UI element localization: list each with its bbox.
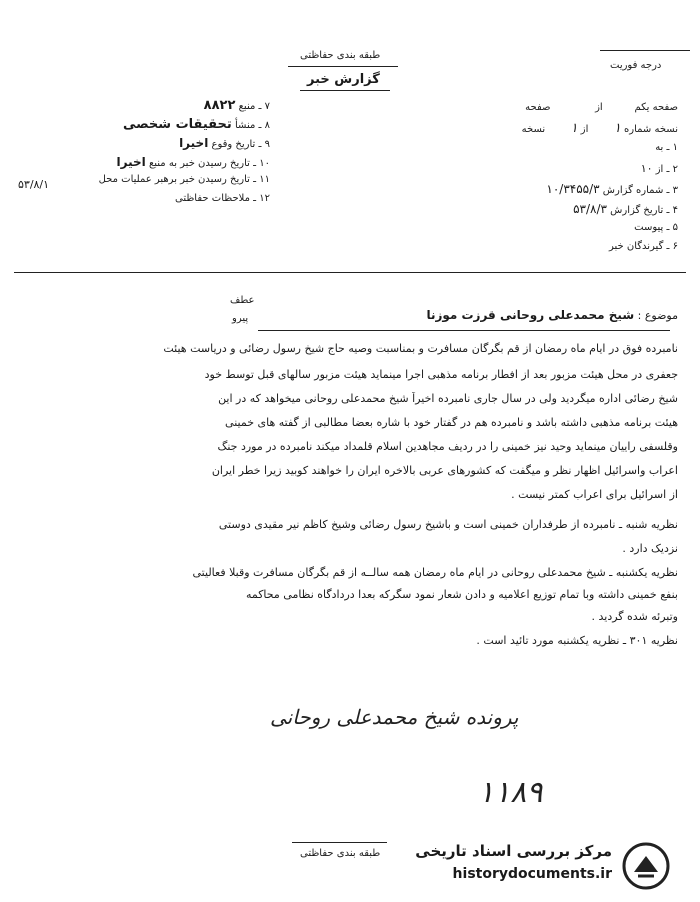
urgency-label: درجه فوریت xyxy=(610,60,662,71)
handwritten-file-note: پرونده شیخ محمدعلی روحانی xyxy=(270,705,519,729)
classification-top-rule xyxy=(288,66,398,67)
handwritten-number: ۱۱۸۹ xyxy=(478,775,543,810)
subject-row: موضوع : شیخ محمدعلی روحانی قرزت موزنا xyxy=(426,308,678,322)
archive-logo-url: historydocuments.ir xyxy=(452,866,612,882)
body-line: شیخ رضائی اداره میگردید ولی در سال جاری نامبرده اخیراً شیخ محمدعلی روحانی میخواهد که در این xyxy=(218,392,678,405)
field-origin-value: تحقیقات شخصی xyxy=(122,117,232,132)
body-line: هیئت برنامه مذهبی داشته باشد و نامبرده هم در گفتار خود با شاره بعضا مطالبی از گفته های خمینی xyxy=(225,416,678,429)
classification-bottom: طبقه بندی حفاظتی xyxy=(300,848,381,859)
body-line: وتبرئه شده گردید . xyxy=(591,610,678,623)
field-news-to-source-value: اخیرا xyxy=(116,155,146,169)
body-line: اعراب واسرائیل اظهار نظر و میگفت که کشورهای عربی بالاخره ایران را خواهند کوبید زیرا خطر ایران xyxy=(211,464,678,477)
report-number-row: ۳ ـ شماره گزارش ۱۰/۳۴۵۵/۳ xyxy=(546,182,678,196)
archive-logo-title: مرکز بررسی اسناد تاریخی xyxy=(415,842,612,860)
urgency-rule xyxy=(600,50,690,51)
classification-bottom-rule xyxy=(292,842,387,843)
body-line: نظریه یکشنبه ـ شیخ محمدعلی روحانی در ایام ماه رمضان همه سالــه از قم بگرگان مسافرت وقبلا فعالیتی xyxy=(192,566,678,579)
page-number-row: صفحه یکم از صفحه xyxy=(525,102,678,113)
section-divider xyxy=(14,272,686,273)
copy-number-row: نسخه شماره ۱ از ۱ نسخه xyxy=(521,121,678,136)
report-date-row: ۴ ـ تاریخ گزارش ۵۳/۸/۳ xyxy=(573,202,678,216)
field-event-date: ۹ ـ تاریخ وقوع اخیرا xyxy=(179,136,270,150)
attachment-row: ۵ ـ پیوست xyxy=(634,222,678,233)
archive-logo-icon xyxy=(622,842,670,890)
field-origin: ۸ ـ منشأ تحقیقات شخصی xyxy=(122,117,270,132)
body-line: بنفع خمینی داشته وبا تمام توزیع اعلامیه و دادن شعار نمود سگرکه بعدا دردادگاه نظامی محاکمه xyxy=(245,588,678,601)
body-line: نزدیک دارد . xyxy=(622,542,678,555)
field-event-date-value: اخیرا xyxy=(179,136,209,150)
peyro-label: پیرو xyxy=(232,313,249,324)
field-news-to-leader-value: ۵۳/۸/۱ xyxy=(18,178,50,191)
report-number-value: ۱۰/۳۴۵۵/۳ xyxy=(546,182,600,196)
body-line: جعفری در محل هیئت مزبور بعد از افطار برنامه مذهبی اجرا مینماید هیئت مزبور سالهای قبل توسط خود xyxy=(204,368,678,381)
report-title: گزارش خبر xyxy=(307,72,380,87)
field-source: ۷ ـ منبع ۸۸۲۲ xyxy=(203,98,270,113)
body-line: نامبرده فوق در ایام ماه رمضان از قم بگرگان مسافرت و بمناسبت وصیه حاج شیخ رسول رضائی و دریاست هیئت xyxy=(163,342,678,355)
to-row: ۱ ـ به xyxy=(655,142,678,153)
archive-watermark xyxy=(410,838,670,894)
classification-top: طبقه بندی حفاظتی xyxy=(300,50,381,61)
subject-label: موضوع xyxy=(644,309,678,322)
report-title-rule xyxy=(300,90,390,91)
field-news-to-source: ۱۰ ـ تاریخ رسیدن خبر به منبع اخیرا xyxy=(116,155,270,169)
body-line: از اسرائیل برای اعراب کمتر نیست . xyxy=(511,488,678,501)
atf-label: عطف xyxy=(230,295,255,306)
subject-value: شیخ محمدعلی روحانی قرزت موزنا xyxy=(426,308,635,322)
subject-rule xyxy=(258,330,670,331)
from-row: ۲ ـ از ۱۰ xyxy=(640,162,678,175)
field-news-to-leader: ۱۱ ـ تاریخ رسیدن خبر برهبر عملیات محل xyxy=(98,174,270,185)
body-line: نظریه شنبه ـ نامبرده از طرفداران خمینی است و باشیخ رسول رضائی وشیخ کاظم نیر مقیدی دوستی xyxy=(218,518,678,531)
body-line: نظریه ۳۰۱ ـ نظریه یکشنبه مورد تائید است . xyxy=(476,634,678,647)
body-line: وقلسفی راییان مینماید وحید نیز خمینی را در ردیف مجاهدین اسلام قلمداد میکند نامبرده در مورد جنگ xyxy=(217,440,678,453)
recipients-row: ۶ ـ گیرندگان خبر xyxy=(608,241,678,252)
field-source-value: ۸۸۲۲ xyxy=(203,98,236,113)
report-date-value: ۵۳/۸/۳ xyxy=(573,202,607,216)
field-security-notes: ۱۲ ـ ملاحظات حفاظتی xyxy=(175,193,270,204)
